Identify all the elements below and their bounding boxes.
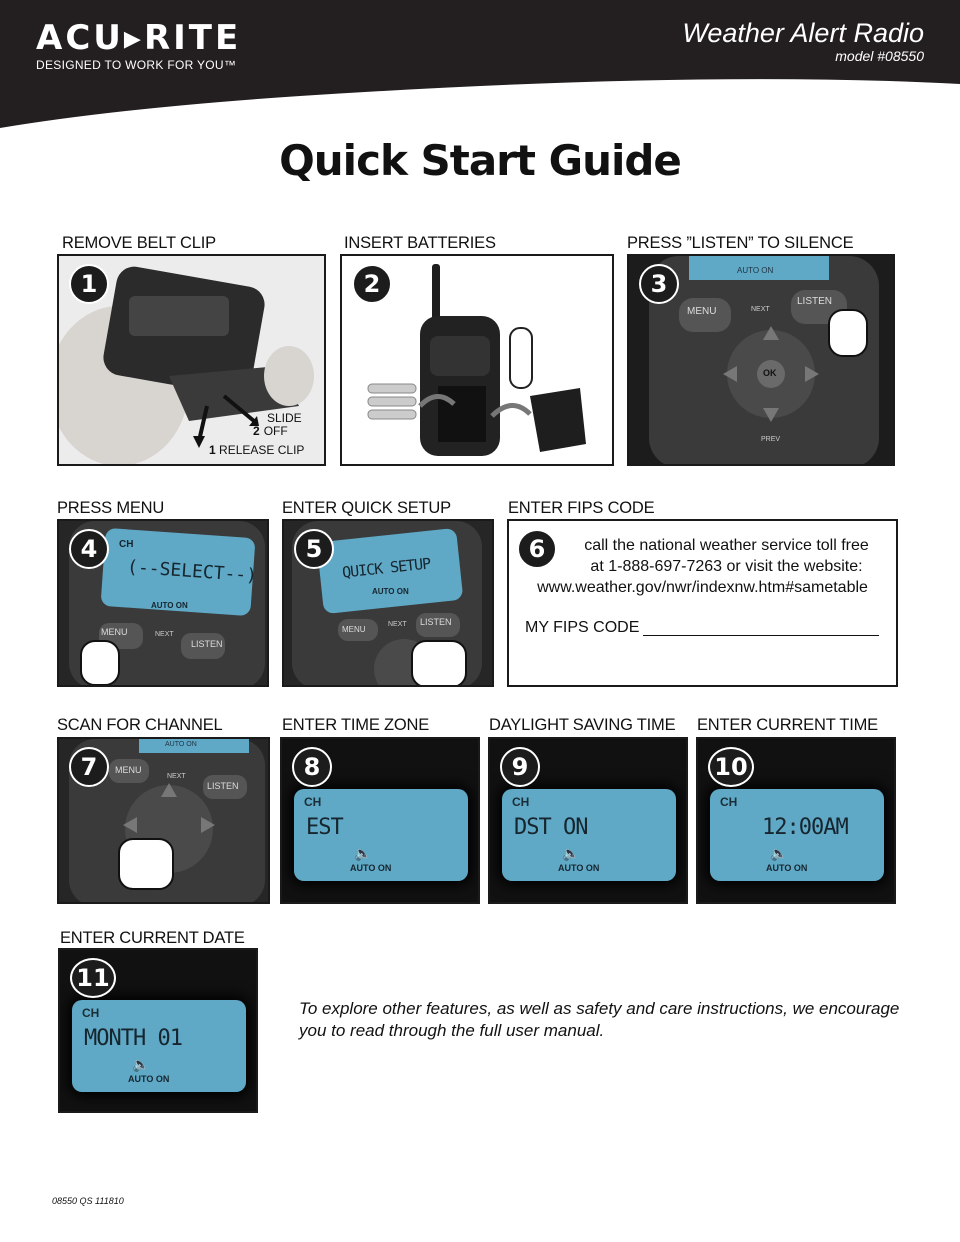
step-7-panel: [57, 737, 270, 904]
step-8-number: 8: [292, 747, 332, 787]
step-3-panel: [627, 254, 895, 466]
ch-indicator: CH: [82, 1006, 100, 1020]
step-11-panel: [58, 948, 258, 1113]
product-name: Weather Alert Radio: [682, 18, 924, 48]
speaker-icon: 🔈: [770, 845, 788, 861]
step-3-number: 3: [639, 264, 679, 304]
fips-instruction-line-1: call the national weather service toll free: [584, 537, 869, 554]
lcd-reading: MONTH 01: [84, 1026, 182, 1051]
step-1-label: REMOVE BELT CLIP: [62, 234, 216, 252]
step-1-number: 1: [69, 264, 109, 304]
lcd-reading: DST ON: [514, 815, 588, 840]
product-model: model #08550: [835, 48, 924, 64]
step-5-label: ENTER QUICK SETUP: [282, 499, 451, 517]
step-2-number: 2: [352, 264, 392, 304]
menu-button-label: MENU: [687, 306, 717, 317]
fips-code-label: MY FIPS CODE: [525, 619, 640, 636]
lcd-reading: 12:00AM: [762, 815, 848, 840]
step-2-panel: [340, 254, 614, 466]
lcd-current-time: [710, 789, 884, 881]
lcd-reading: EST: [306, 815, 343, 840]
lcd-time-zone: [294, 789, 468, 881]
step-5-number: 5: [294, 529, 334, 569]
step-9-number: 9: [500, 747, 540, 787]
ok-button-label: OK: [763, 368, 777, 378]
logo-tagline: DESIGNED TO WORK FOR YOU™: [36, 58, 237, 72]
slide-step-number: 2: [253, 424, 260, 438]
lcd-current-date: [72, 1000, 246, 1092]
product-info: [682, 18, 924, 64]
step-1-panel: [57, 254, 326, 466]
step-4-label: PRESS MENU: [57, 499, 165, 517]
page-title: Quick Start Guide: [279, 136, 681, 185]
step-8-panel: [280, 737, 480, 904]
step-5-panel: [282, 519, 494, 687]
listen-button-label: LISTEN: [191, 639, 223, 649]
ch-indicator: CH: [304, 795, 322, 809]
step-10-panel: [696, 737, 896, 904]
step-4-number: 4: [69, 529, 109, 569]
speaker-icon: 🔈: [132, 1056, 150, 1072]
step-7-number: 7: [69, 747, 109, 787]
ch-indicator: CH: [720, 795, 738, 809]
closing-note: To explore other features, as well as safety and care instructions, we encourage you to read through the full user manual.: [299, 999, 900, 1040]
step-6-panel: [507, 519, 898, 687]
step-11-number: 11: [70, 958, 116, 998]
step-2-label: INSERT BATTERIES: [344, 234, 496, 252]
slide-off-callout: [253, 411, 302, 438]
next-button-label: NEXT: [388, 621, 407, 628]
step-7-label: SCAN FOR CHANNEL: [57, 716, 223, 734]
auto-on-label: AUTO ON: [766, 863, 808, 873]
auto-on-label: AUTO ON: [165, 741, 197, 748]
acurite-logo: [36, 20, 241, 72]
fips-code-blank: [643, 635, 879, 636]
auto-on-label: AUTO ON: [151, 601, 188, 610]
listen-button-label: LISTEN: [797, 296, 833, 307]
lcd-quick-setup-text: QUICK SETUP: [341, 554, 432, 582]
step-9-label: DAYLIGHT SAVING TIME: [489, 716, 676, 734]
off-text: OFF: [263, 424, 288, 438]
auto-on-label: AUTO ON: [128, 1074, 170, 1084]
prev-button-label: PREV: [761, 436, 781, 443]
auto-on-label: AUTO ON: [350, 863, 392, 873]
release-clip-text: RELEASE CLIP: [219, 443, 305, 457]
step-6-label: ENTER FIPS CODE: [508, 499, 655, 517]
step-3-label: PRESS ”LISTEN” TO SILENCE: [627, 234, 854, 252]
menu-button-label: MENU: [101, 627, 128, 637]
speaker-icon: 🔈: [354, 845, 372, 861]
step-10-number: 10: [708, 747, 754, 787]
release-clip-callout: [209, 443, 304, 457]
step-9-panel: [488, 737, 688, 904]
next-button-label: NEXT: [751, 306, 770, 313]
auto-on-label: AUTO ON: [737, 266, 774, 275]
next-button-label: NEXT: [167, 773, 186, 780]
step-4-panel: [57, 519, 269, 687]
step-6-number: 6: [517, 529, 557, 569]
release-step-number: 1: [209, 443, 216, 457]
logo-wordmark: ACU▸RITE: [36, 18, 242, 58]
fips-website: www.weather.gov/nwr/indexnw.htm#sametable: [537, 579, 868, 596]
header-band: [0, 0, 960, 130]
menu-button-label: MENU: [115, 765, 142, 775]
next-button-label: NEXT: [155, 631, 174, 638]
step-8-label: ENTER TIME ZONE: [282, 716, 430, 734]
step-11-label: ENTER CURRENT DATE: [60, 929, 245, 947]
auto-on-label: AUTO ON: [372, 587, 409, 596]
auto-on-label: AUTO ON: [558, 863, 600, 873]
slide-text: SLIDE: [267, 411, 302, 425]
listen-button-label: LISTEN: [420, 617, 452, 627]
lcd-select-text: (--SELECT--): [126, 556, 258, 587]
listen-button-label: LISTEN: [207, 781, 239, 791]
document-code: 08550 QS 111810: [52, 1196, 124, 1206]
fips-instruction-line-2: at 1-888-697-7263 or visit the website:: [590, 558, 863, 575]
ch-indicator: CH: [119, 539, 134, 550]
step-10-label: ENTER CURRENT TIME: [697, 716, 878, 734]
speaker-icon: 🔈: [562, 845, 580, 861]
ch-indicator: CH: [512, 795, 530, 809]
lcd-daylight-saving: [502, 789, 676, 881]
menu-button-label: MENU: [342, 625, 366, 634]
